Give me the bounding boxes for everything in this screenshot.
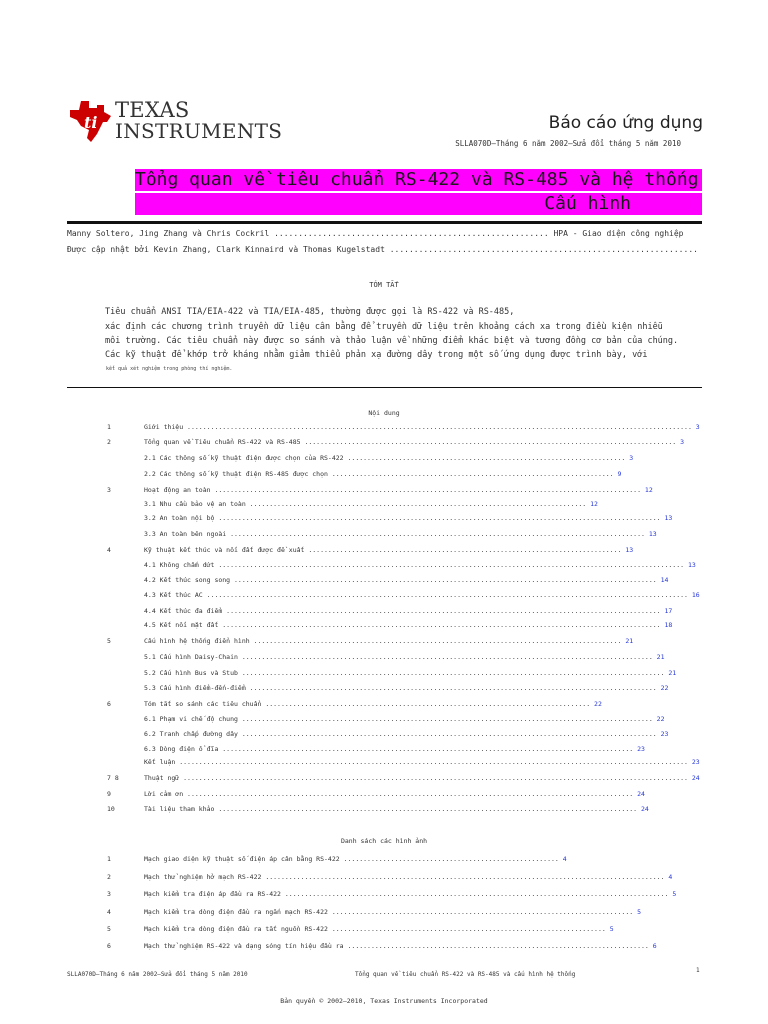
toc-row[interactable] [0,700,768,712]
toc-row[interactable] [0,546,768,558]
toc-row[interactable] [0,561,768,573]
figure-row[interactable] [0,890,768,902]
toc-page-link[interactable]: 13 [648,530,657,538]
figure-label: Mạch thử nghiệm RS-422 và dạng sóng tín hiệu đầu ra ............................................................................. [144,942,649,950]
toc-row[interactable] [0,470,768,482]
toc-row[interactable] [0,576,768,588]
figure-entry[interactable] [144,873,672,881]
title-rule [67,221,702,224]
toc-page-link[interactable]: 12 [590,500,598,508]
figure-number: 3 [107,890,111,898]
toc-label: 4.3 Kết thúc AC ........................................................................................................................... [144,591,688,599]
toc-page-link[interactable]: 21 [668,669,677,677]
toc-row[interactable] [0,454,768,466]
figure-entry[interactable] [144,890,676,898]
figure-page-link[interactable]: 5 [609,925,614,933]
toc-row[interactable] [0,486,768,498]
figure-row[interactable] [0,942,768,954]
toc-label: 2.2 Các thông số kỹ thuật điện RS-485 được chọn ........................................................................ [144,470,614,478]
toc-row[interactable] [0,790,768,802]
document-type: Báo cáo ứng dụng [548,113,703,133]
toc-page-link[interactable]: 3 [629,454,634,462]
toc-number: 10 [107,805,115,813]
figure-page-link[interactable]: 5 [637,908,642,916]
toc-entry[interactable] [144,715,664,723]
logo-line2: INSTRUMENTS [115,119,283,143]
toc-entry[interactable] [144,423,700,431]
toc-page-link[interactable]: 13 [664,514,673,522]
toc-page-link[interactable]: 9 [617,470,622,478]
abstract-line: Các kỹ thuật để khớp trở kháng nhằm giảm thiểu phản xạ đường dây trong một số ứng dụng được trình bày, với [105,350,648,360]
abstract-heading: TÓM TẮT [369,281,399,289]
toc-row[interactable] [0,684,768,696]
figure-page-link[interactable]: 6 [652,942,657,950]
toc-page-link[interactable]: 12 [644,486,653,494]
authors-line2: Được cập nhật bởi Kevin Zhang, Clark Kinnaird và Thomas Kugelstadt ................................................................ [67,245,698,254]
toc-label: 5.1 Cấu hình Daisy-Chain ......................................................................................................... [144,653,653,661]
toc-page-link[interactable]: 21 [625,637,634,645]
toc-page-link[interactable]: 24 [637,790,645,798]
toc-entry[interactable] [144,774,700,782]
toc-row[interactable] [0,423,768,435]
toc-entry[interactable] [144,530,657,538]
toc-label: 2.1 Các thông số kỹ thuật điện được chọn của RS-422 ....................................................................... [144,454,626,462]
figure-number: 1 [107,855,111,863]
figure-label: Mạch kiểm tra dòng điện đầu ra tắt nguồn RS-422 ...................................................................... [144,925,606,933]
figure-entry[interactable] [144,942,657,950]
authors-line1: Manny Soltero, Jing Zhang và Chris Cockril ......................................................... HPA - Giao diện công nghiệp [67,229,684,238]
toc-row[interactable] [0,774,768,786]
toc-page-link[interactable]: 23 [637,745,645,753]
toc-label: 6.3 Dòng điện ổ đĩa ......................................................................................................... [144,745,634,753]
toc-row[interactable] [0,745,768,757]
toc-page-link[interactable]: 21 [656,653,665,661]
footer-doc-ref: SLLA070D–Tháng 6 năm 2002–Sửa đổi tháng 5 năm 2010 [67,971,248,978]
toc-row[interactable] [0,653,768,665]
toc-row[interactable] [0,805,768,817]
toc-page-link[interactable]: 13 [687,561,696,569]
figure-page-link[interactable]: 4 [668,873,673,881]
title-line1: Tổng quan về tiêu chuẩn RS-422 và RS-485 và hệ thống [135,169,702,191]
toc-entry[interactable] [144,576,668,584]
figure-number: 6 [107,942,111,950]
toc-row[interactable] [0,514,768,526]
toc-row[interactable] [0,730,768,742]
toc-page-link[interactable]: 23 [691,758,700,766]
figure-page-link[interactable]: 4 [562,855,567,863]
toc-entry[interactable] [144,637,633,645]
toc-number: 7 8 [107,774,119,782]
toc-entry[interactable] [144,607,672,615]
figure-label: Mạch thử nghiệm hở mạch RS-422 ...................................................................................................... [144,873,665,881]
toc-row[interactable] [0,438,768,450]
toc-entry[interactable] [144,514,672,522]
figure-label: Mạch kiểm tra dòng điện đầu ra ngắn mạch RS-422 ............................................................................. [144,908,634,916]
toc-label: 3.1 Nhu cầu bảo vệ an toàn ...................................................................................... [144,500,587,508]
toc-number: 3 [107,486,111,494]
toc-label: Tài liệu tham khảo ........................................................................................................... [144,805,638,813]
figure-label: Mạch kiểm tra điện áp đầu ra RS-422 .................................................................................................. [144,890,669,898]
figure-number: 5 [107,925,111,933]
toc-row[interactable] [0,715,768,727]
ti-logo [67,98,283,150]
toc-label: Giới thiệu ................................................................................................................................. [144,423,692,431]
toc-page-link[interactable]: 14 [660,576,669,584]
toc-page-link[interactable]: 23 [660,730,669,738]
toc-label: 4.4 Kết thúc đa điểm ............................................................................................................... [144,607,661,615]
toc-number: 4 [107,546,111,554]
toc-label: 4.1 Không chấm dứt ....................................................................................................................... [144,561,685,569]
toc-row[interactable] [0,530,768,542]
toc-number: 9 [107,790,111,798]
toc-entry[interactable] [144,500,598,508]
toc-heading: Nội dung [368,409,400,417]
abstract-rule [67,387,702,388]
toc-page-link[interactable]: 3 [695,423,700,431]
toc-page-link[interactable]: 13 [625,546,634,554]
toc-label: Lời cảm ơn .................................................................................................................. [144,790,634,798]
figure-row[interactable] [0,925,768,937]
toc-entry[interactable] [144,470,621,478]
ti-wordmark [115,100,282,142]
toc-page-link[interactable]: 22 [594,700,602,708]
toc-label: Kết luận .................................................................................................................................. [144,758,688,766]
toc-entry[interactable] [144,591,700,599]
toc-label: 5.3 Cấu hình điểm-đến-điểm ........................................................................................................ [144,684,657,692]
toc-entry[interactable] [144,438,684,446]
toc-row[interactable] [0,591,768,603]
copyright: Bản quyền © 2002–2010, Texas Instruments Incorporated [280,997,488,1005]
toc-number: 5 [107,637,111,645]
toc-label: 3.2 An toàn nội bộ ................................................................................................................. [144,514,661,522]
abstract-line: môi trường. Các tiêu chuẩn này được so sánh và thảo luận về những điểm khác biệt và tương đồng cơ bản của chúng. [105,336,679,346]
toc-entry[interactable] [144,561,696,569]
toc-label: Cấu hình hệ thống điển hình .............................................................................................. [144,637,622,645]
toc-entry[interactable] [144,454,633,462]
toc-row[interactable] [0,637,768,649]
toc-entry[interactable] [144,684,668,692]
figure-entry[interactable] [144,855,567,863]
abstract-note: kết quả xét nghiệm trong phòng thí nghiệm. [106,366,233,372]
logo-line1: TEXAS [115,98,190,122]
title-line2-box [135,193,702,215]
toc-label: Tóm tắt so sánh các tiêu chuẩn ................................................................................... [144,700,591,708]
figure-number: 2 [107,873,111,881]
figure-number: 4 [107,908,111,916]
toc-row[interactable] [0,758,768,770]
toc-label: 5.2 Cấu hình Bus và Stub ............................................................................................................ [144,669,665,677]
toc-page-link[interactable]: 22 [660,684,669,692]
toc-entry[interactable] [144,745,645,753]
toc-label: 3.3 An toàn bên ngoài .......................................................................................................... [144,530,645,538]
figure-row[interactable] [0,855,768,867]
abstract-line: Tiêu chuẩn ANSI TIA/EIA-422 và TIA/EIA-485, thường được gọi là RS-422 và RS-485, [105,307,515,317]
toc-entry[interactable] [144,805,649,813]
toc-label: 6.1 Phạm vi chế độ chung ......................................................................................................... [144,715,653,723]
toc-label: 4.5 Kết nối mặt đất ................................................................................................................ [144,621,661,629]
figure-label: Mạch giao diện kỹ thuật số điện áp cân bằng RS-422 ....................................................... [144,855,559,863]
toc-label: Tổng quan về Tiêu chuẩn RS-422 và RS-485 ............................................................................................... [144,438,677,446]
figure-entry[interactable] [144,908,641,916]
toc-entry[interactable] [144,653,664,661]
toc-page-link[interactable]: 24 [641,805,649,813]
figure-row[interactable] [0,908,768,920]
toc-number: 1 [107,423,111,431]
toc-label: 6.2 Tranh chấp đường dây .......................................................................................................... [144,730,657,738]
toc-page-link[interactable]: 24 [691,774,700,782]
toc-entry[interactable] [144,486,653,494]
toc-entry[interactable] [144,790,645,798]
toc-page-link[interactable]: 22 [656,715,665,723]
ti-logo-icon [67,98,113,144]
abstract-line: xác định các chương trình truyền dữ liệu cân bằng để truyền dữ liệu trên khoảng cách xa trong điều kiện nhiễu [105,322,663,332]
figures-heading: Danh sách các hình ảnh [340,837,428,845]
toc-label: Kỹ thuật kết thúc và nối đất được đề xuất ................................................................................ [144,546,622,554]
toc-page-link[interactable]: 16 [691,591,700,599]
toc-page-link[interactable]: 17 [664,607,673,615]
toc-row[interactable] [0,500,768,512]
toc-entry[interactable] [144,700,602,708]
toc-page-link[interactable]: 3 [680,438,685,446]
toc-entry[interactable] [144,546,633,554]
footer-title: Tổng quan về tiêu chuẩn RS-422 và RS-485 và cấu hình hệ thống [355,971,576,978]
toc-page-link[interactable]: 18 [664,621,673,629]
toc-label: Hoạt động an toàn ............................................................................................................. [144,486,641,494]
toc-row[interactable] [0,607,768,619]
svg-text:ti: ti [84,113,98,132]
toc-number: 6 [107,700,111,708]
toc-label: 4.2 Kết thúc song song ............................................................................................................ [144,576,657,584]
toc-row[interactable] [0,669,768,681]
figure-entry[interactable] [144,925,614,933]
figure-row[interactable] [0,873,768,885]
toc-number: 2 [107,438,111,446]
toc-entry[interactable] [144,730,668,738]
title-line2: Cấu hình [544,193,631,214]
toc-entry[interactable] [144,758,700,766]
figure-page-link[interactable]: 5 [672,890,677,898]
toc-entry[interactable] [144,669,676,677]
toc-label: Thuật ngữ ................................................................................................................................. [144,774,688,782]
footer-page-number: 1 [696,967,700,974]
toc-entry[interactable] [144,621,672,629]
toc-row[interactable] [0,621,768,633]
document-reference: SLLA070D–Tháng 6 năm 2002–Sửa đổi tháng 5 năm 2010 [455,139,681,148]
